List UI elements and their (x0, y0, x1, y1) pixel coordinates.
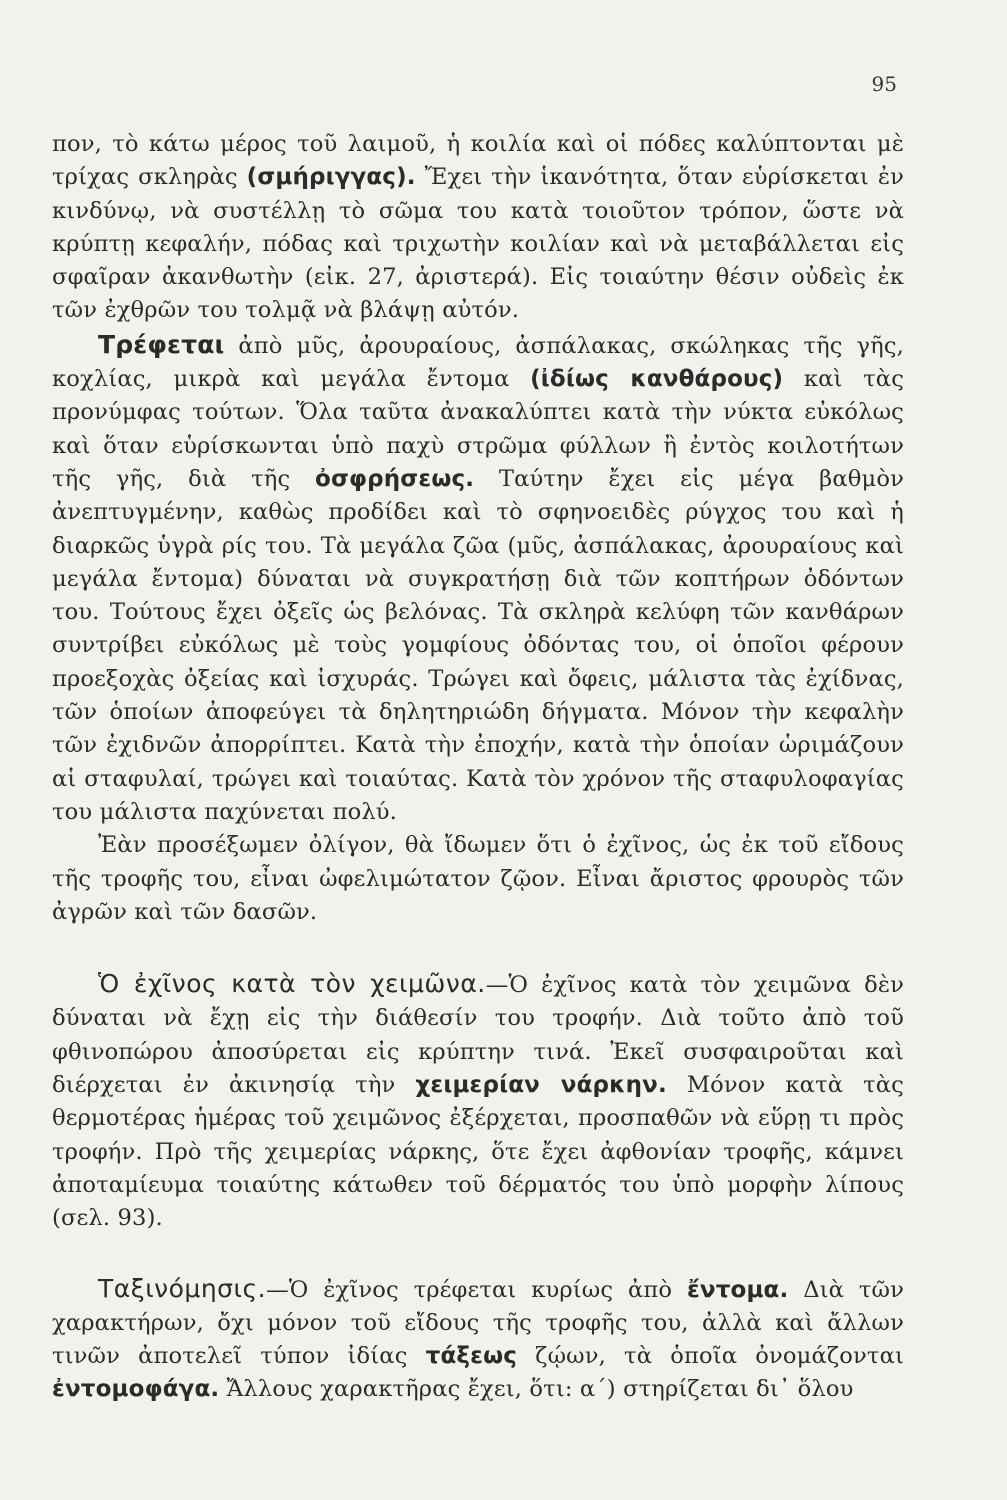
paragraph-classification (52, 1272, 904, 1407)
bold-term: (σμήριγγας). (246, 164, 416, 191)
bold-term: ὀσφρήσεως. (315, 465, 475, 492)
bold-term: (ἰδίως κανθάρους) (530, 366, 784, 393)
text-run: Ἔχει τὴν ἱκανότητα, ὅταν εὑρίσκεται ἐν κινδύνῳ, νὰ συστέλλῃ τὸ σῶμα του κατὰ τοιοῦτον τρόπον, ὥστε νὰ κρύπτῃ κεφαλήν, πόδας καὶ τριχωτὴν κοιλίαν καὶ νὰ μεταβάλλεται εἰς σφαῖραν ἀκανθωτὴν (εἰκ. 27, ἀριστερά). Εἰς τοιαύτην θέσιν οὐδεὶς ἐκ τῶν ἐχθρῶν του τολμᾷ νὰ βλάψῃ αὐτόν. (52, 164, 904, 324)
page-body (52, 128, 904, 1407)
section-heading: Ὁ ἐχῖνος κατὰ τὸν χειμῶνα. (98, 969, 486, 999)
paragraph-usefulness (52, 829, 904, 929)
paragraph-winter (52, 967, 904, 1235)
bold-term: ἔντομα. (686, 1276, 789, 1303)
bold-term: χειμερίαν νάρκην. (415, 1072, 667, 1099)
text-run: Ἐὰν προσέξωμεν ὀλίγον, θὰ ἴδωμεν ὅτι ὁ ἐχῖνος, ὡς ἐκ τοῦ εἴδους τῆς τροφῆς του, εἶναι ὠφελιμώτατον ζῷον. Εἶναι ἄριστος φρουρὸς τῶν ἀγρῶν καὶ τῶν δασῶν. (52, 832, 904, 925)
text-run: καὶ τὰς προνύμφας τούτων. Ὅλα ταῦτα ἀνακαλύπτει κατὰ τὴν νύκτα εὐκόλως καὶ ὅταν εὑρίσκωνται ὑπὸ παχὺ στρῶμα φύλλων ἢ ἐντὸς κοιλοτήτων τῆς γῆς, διὰ τῆς (52, 366, 904, 492)
paragraph-hedgehog-defense (52, 128, 904, 328)
text-run: πον, τὸ κάτω μέρος τοῦ λαιμοῦ, ἡ κοιλία καὶ οἱ πόδες καλύπτονται μὲ τρίχας σκληρὰς (52, 131, 904, 191)
text-run: Μόνον κατὰ τὰς θερμοτέρας ἡμέρας τοῦ χειμῶνος ἐξέρχεται, προσπαθῶν νὰ εὕρῃ τι πρὸς τροφήν. Πρὸ τῆς χειμερίας νάρκης, ὅτε ἔχει ἀφθονίαν τροφῆς, κάμνει ἀποταμίευμα τοιαύτης κάτωθεν τοῦ δέρματός του ὑπὸ μορφὴν λίπους (σελ. 93). (52, 1072, 904, 1232)
lead-term: Τρέφεται (98, 329, 225, 359)
text-run: Διὰ τῶν χαρακτήρων, ὄχι μόνον τοῦ εἴδους τῆς τροφῆς του, ἀλλὰ καὶ ἄλλων τινῶν ἀποτελεῖ τύπον ἰδίας (52, 1276, 904, 1370)
text-run: ἀπὸ μῦς, ἀρουραίους, ἀσπάλακας, σκώληκας τῆς γῆς, κοχλίας, μικρὰ καὶ μεγάλα ἔντομα (52, 332, 904, 393)
bold-term: ἐντομοφάγα. (52, 1376, 220, 1403)
paragraph-feeding (52, 328, 904, 829)
text-run: —Ὁ ἐχῖνος κατὰ τὸν χειμῶνα δὲν δύναται νὰ ἔχῃ εἰς τὴν διάθεσίν του τροφήν. Διὰ τοῦτο ἀπὸ τοῦ φθινοπώρου ἀποσύρεται εἰς κρύπτην τινά. Ἐκεῖ συσφαιροῦται καὶ διέρχεται ἐν ἀκινησίᾳ τὴν (52, 972, 905, 1099)
page-number: 95 (871, 72, 897, 96)
text-run: ζῴων, τὰ ὁποῖα ὀνομάζονται (517, 1343, 904, 1370)
text-run: —Ὁ ἐχῖνος τρέφεται κυρίως ἀπὸ (266, 1276, 687, 1303)
text-run: Ἄλλους χαρακτῆρας ἔχει, ὅτι: α΄) στηρίζεται δι᾽ ὅλου (219, 1376, 854, 1403)
text-run: Ταύτην ἔχει εἰς μέγα βαθμὸν ἀνεπτυγμένην, καθὼς προδίδει καὶ τὸ σφηνοειδὲς ρύγχος του καὶ ἡ διαρκῶς ὑγρὰ ρίς του. Τὰ μεγάλα ζῶα (μῦς, ἀσπάλακας, ἀρουραίους καὶ μεγάλα ἔντομα) δύναται νὰ συγκρατήσῃ διὰ τῶν κοπτήρων ὀδόντων του. Τούτους ἔχει ὀξεῖς ὡς βελόνας. Τὰ σκληρὰ κελύφη τῶν κανθάρων συντρίβει εὐκόλως μὲ τοὺς γομφίους ὀδόντας του, οἱ ὁποῖοι φέρουν προεξοχὰς ὀξείας καὶ ἰσχυράς. Τρώγει καὶ ὄφεις, μάλιστα τὰς ἐχίδνας, τῶν ὁποίων ἀποφεύγει τὰ δηλητηριώδη δήγματα. Μόνον τὴν κεφαλὴν τῶν ἐχιδνῶν ἀπορρίπτει. Κατὰ τὴν ἐποχήν, κατὰ τὴν ὁποίαν ὡριμάζουν αἱ σταφυλαί, τρώγει καὶ τοιαύτας. Κατὰ τὸν χρόνον τῆς σταφυλοφαγίας του μάλιστα παχύνεται πολύ. (52, 465, 904, 825)
bold-term: τάξεως (425, 1343, 518, 1370)
section-heading: Ταξινόμησις. (98, 1273, 267, 1303)
